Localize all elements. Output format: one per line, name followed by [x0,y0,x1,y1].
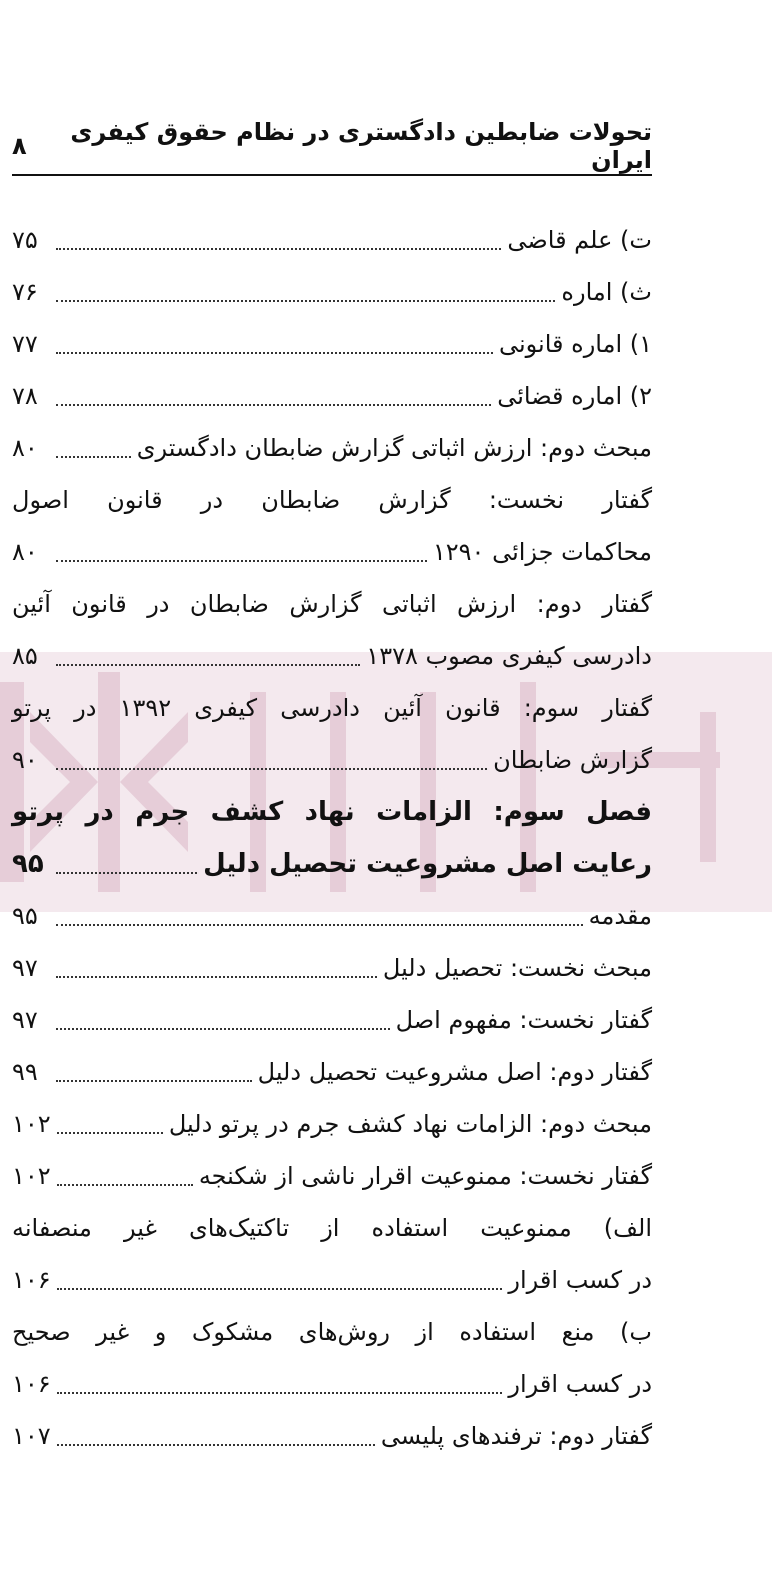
toc-entry[interactable]: مقدمه ۹۵ [12,902,652,930]
table-of-contents [12,214,652,1462]
toc-page: ۹۷ [12,954,38,982]
dot-leader [56,456,131,458]
dot-leader [57,1132,163,1134]
dot-leader [57,1444,375,1446]
running-title: تحولات ضابطین دادگستری در نظام حقوق کیفری ایران [70,118,652,174]
toc-entry[interactable]: ت) علم قاضی ۷۵ [12,226,652,254]
toc-page: ۱۰۷ [12,1422,51,1450]
dot-leader [56,248,501,250]
toc-chapter-heading[interactable]: فصل سوم: الزامات نهاد کشف جرم در پرتو [12,797,652,827]
toc-entry[interactable]: گفتار دوم: اصل مشروعیت تحصیل دلیل ۹۹ [12,1058,652,1086]
toc-entry-continued[interactable]: گفتار نخست: گزارش ضابطان در قانون اصول [12,486,652,514]
toc-entry[interactable]: دادرسی کیفری مصوب ۱۳۷۸ ۸۵ [12,642,652,670]
toc-entry[interactable]: گفتار نخست: مفهوم اصل ۹۷ [12,1006,652,1034]
toc-page: ۹۵ [12,902,38,930]
toc-entry[interactable]: ث) اماره ۷۶ [12,278,652,306]
page-header [12,118,652,176]
dot-leader [56,1028,390,1030]
toc-entry[interactable]: ۲) اماره قضائی ۷۸ [12,382,652,410]
toc-entry[interactable]: گفتار نخست: ممنوعیت اقرار ناشی از شکنجه ۱۰۲ [12,1162,652,1190]
toc-page: ۹۰ [12,746,38,774]
dot-leader [56,872,197,874]
toc-page: ۱۰۲ [12,1162,51,1190]
dot-leader [56,976,377,978]
toc-entry-continued[interactable]: الف) ممنوعیت استفاده از تاکتیک‌های غیر منصفانه [12,1214,652,1242]
dot-leader [57,1288,503,1290]
toc-entry[interactable]: گزارش ضابطان ۹۰ [12,746,652,774]
toc-page: ۱۰۶ [12,1370,51,1398]
toc-page: ۸۰ [12,538,38,566]
toc-entry[interactable]: در کسب اقرار ۱۰۶ [12,1266,652,1294]
toc-entry-continued[interactable]: ب) منع استفاده از روش‌های مشکوک و غیر صحیح [12,1318,652,1346]
toc-page: ۹۵ [12,849,44,879]
dot-leader [56,768,487,770]
toc-page: ۹۷ [12,1006,38,1034]
dot-leader [56,1080,252,1082]
toc-entry[interactable]: مبحث دوم: ارزش اثباتی گزارش ضابطان دادگستری ۸۰ [12,434,652,462]
toc-page: ۱۰۲ [12,1110,51,1138]
dot-leader [56,924,583,926]
toc-page: ۸۵ [12,642,38,670]
toc-page: ۱۰۶ [12,1266,51,1294]
toc-page: ۷۷ [12,330,38,358]
toc-entry[interactable]: در کسب اقرار ۱۰۶ [12,1370,652,1398]
toc-chapter-entry[interactable]: رعایت اصل مشروعیت تحصیل دلیل ۹۵ [12,849,652,879]
toc-entry[interactable]: ۱) اماره قانونی ۷۷ [12,330,652,358]
toc-page: ۷۸ [12,382,38,410]
toc-entry-continued[interactable]: گفتار سوم: قانون آئین دادرسی کیفری ۱۳۹۲ در پرتو [12,694,652,722]
page-number: ۸ [12,132,27,160]
toc-entry[interactable]: مبحث نخست: تحصیل دلیل ۹۷ [12,954,652,982]
toc-page: ۷۶ [12,278,38,306]
toc-entry[interactable]: محاکمات جزائی ۱۲۹۰ ۸۰ [12,538,652,566]
toc-page: ۸۰ [12,434,38,462]
toc-page: ۷۵ [12,226,38,254]
toc-entry[interactable]: مبحث دوم: الزامات نهاد کشف جرم در پرتو دلیل ۱۰۲ [12,1110,652,1138]
dot-leader [56,300,555,302]
toc-page: ۹۹ [12,1058,38,1086]
toc-entry[interactable]: گفتار دوم: ترفندهای پلیسی ۱۰۷ [12,1422,652,1450]
dot-leader [56,352,493,354]
dot-leader [57,1392,503,1394]
dot-leader [56,560,427,562]
dot-leader [57,1184,193,1186]
dot-leader [56,664,360,666]
toc-entry-continued[interactable]: گفتار دوم: ارزش اثباتی گزارش ضابطان در قانون آئین [12,590,652,618]
dot-leader [56,404,491,406]
